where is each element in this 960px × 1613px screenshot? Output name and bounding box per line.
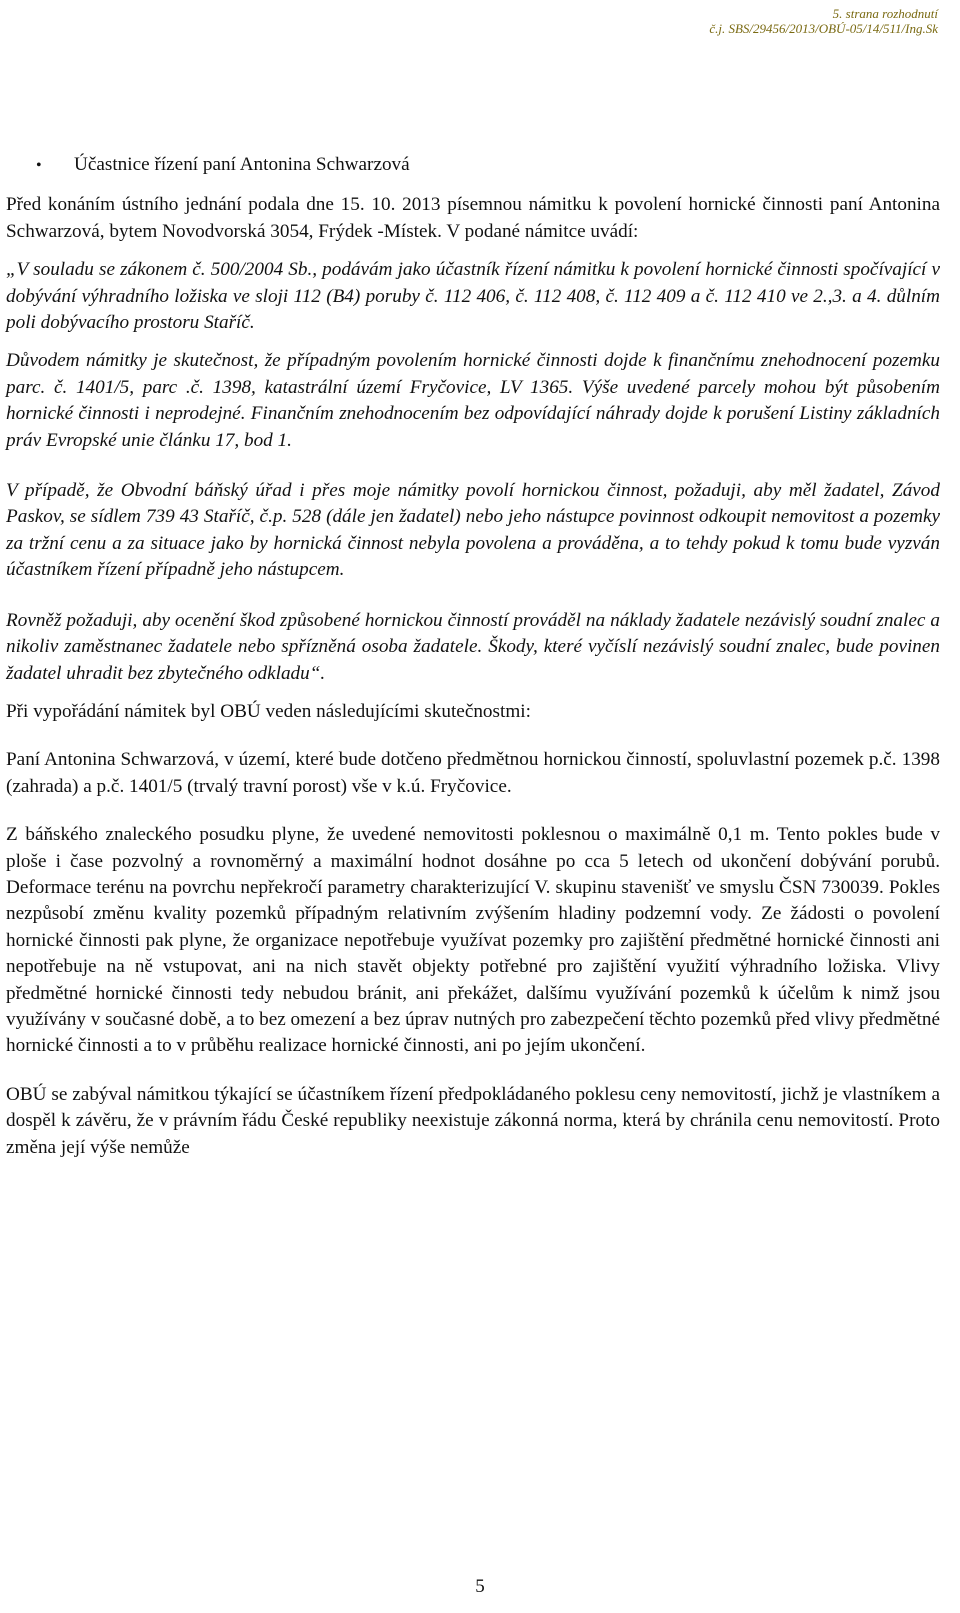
document-body: [6, 152, 940, 1161]
quote-paragraph-2: Důvodem námitky je skutečnost, že případným povolením hornické činnosti dojde k finančnímu znehodnocení pozemku parc. č. 1401/5, parc .č. 1398, katastrální území Fryčovice, LV 1365. Výše uvedené parcely mohou být působením hornické činnosti i neprodejné. Finančním znehodnocením bez odpovídající náhrady dojde k porušení Listiny základních práv Evropské unie článku 17, bod 1.: [6, 350, 940, 451]
bullet-item: [6, 152, 940, 179]
quote-paragraph-4: Rovněž požaduji, aby ocenění škod způsobené hornickou činností prováděl na náklady žadatele nezávislý soudní znalec a nikoliv zaměstnanec žadatele nebo spřízněná osoba žadatele. Škody, které vyčíslí nezávislý soudní znalec, bude povinen žadatel uhradit bez zbytečného odkladu“.: [6, 609, 940, 684]
page-number: 5: [475, 1576, 485, 1597]
header-reference-number: č.j. SBS/29456/2013/OBÚ-05/14/511/Ing.Sk: [709, 21, 938, 36]
bullet-text: Účastnice řízení paní Antonina Schwarzová: [74, 154, 410, 175]
header-page-label: 5. strana rozhodnutí: [832, 6, 938, 21]
paragraph-findings-intro: Při vypořádání námitek byl OBÚ veden následujícími skutečnostmi:: [6, 700, 531, 722]
paragraph-price-objection: OBÚ se zabýval námitkou týkající se účastníkem řízení předpokládaného poklesu ceny nemovitostí, jichž je vlastníkem a dospěl k závěru, že v právním řádu České republiky neexistuje zákonná norma, která by chránila cenu nemovitostí. Proto změna její výše nemůže: [6, 1083, 940, 1158]
page-header: [709, 6, 938, 36]
paragraph-expert-report: Z báňského znaleckého posudku plyne, že uvedené nemovitosti poklesnou o maximálně 0,1 m. Tento pokles bude v ploše i čase pozvolný a rovnoměrný a maximální hodnot dosáhne po cca 5 letech od ukončení dobývání porubů. Deformace terénu na povrchu nepřekročí parametry charakterizující V. skupinu stavenišť ve smyslu ČSN 730039. Pokles nezpůsobí změnu kvality pozemků případným relativním zvýšením hladiny podzemní vody. Ze žádosti o povolení hornické činnosti pak plyne, že organizace nepotřebuje využívat pozemky pro zajištění předmětné hornické činnosti ani nepotřebuje na ně vstupovat, ani na nich stavět objekty potřebné pro zajištění využití výhradního ložiska. Vlivy předmětné hornické činnosti tedy nebudou bránit, ani překážet, dalšímu využívání pozemků k účelům k nimž jsou využívány v současné době, a to bez omezení a bez úprav nutných pro zabezpečení těchto pozemků před vlivy předmětné hornické činnosti a to v průběhu realizace hornické činnosti, ani po jejím ukončení.: [6, 824, 940, 1057]
bullet-icon: [6, 152, 74, 179]
paragraph-ownership: Paní Antonina Schwarzová, v území, které bude dotčeno předmětnou hornickou činností, spoluvlastní pozemek p.č. 1398 (zahrada) a p.č. 1401/5 (trvalý travní porost) vše v k.ú. Fryčovice.: [6, 749, 940, 797]
quote-paragraph-3: V případě, že Obvodní báňský úřad i přes moje námitky povolí hornickou činnost, požaduji, aby měl žadatel, Závod Paskov, se sídlem 739 43 Staříč, č.p. 528 (dále jen žadatel) nebo jeho nástupce povinnost odkoupit nemovitost a pozemky za tržní cenu a za situace jako by hornická činnost nebyla povolena a prováděna, a to tehdy pokud k tomu bude vyzván účastníkem řízení případně jeho nástupcem.: [6, 480, 940, 581]
paragraph-intro: Před konáním ústního jednání podala dne 15. 10. 2013 písemnou námitku k povolení hornické činnosti paní Antonina Schwarzová, bytem Novodvorská 3054, Frýdek -Místek. V podané námitce uvádí:: [6, 194, 940, 242]
quote-paragraph-1: „V souladu se zákonem č. 500/2004 Sb., podávám jako účastník řízení námitku k povolení hornické činnosti spočívající v dobývání výhradního ložiska ve sloji 112 (B4) poruby č. 112 406, č. 112 408, č. 112 409 a č. 112 410 ve 2.,3. a 4. důlním poli dobývacího prostoru Staříč.: [6, 259, 940, 334]
